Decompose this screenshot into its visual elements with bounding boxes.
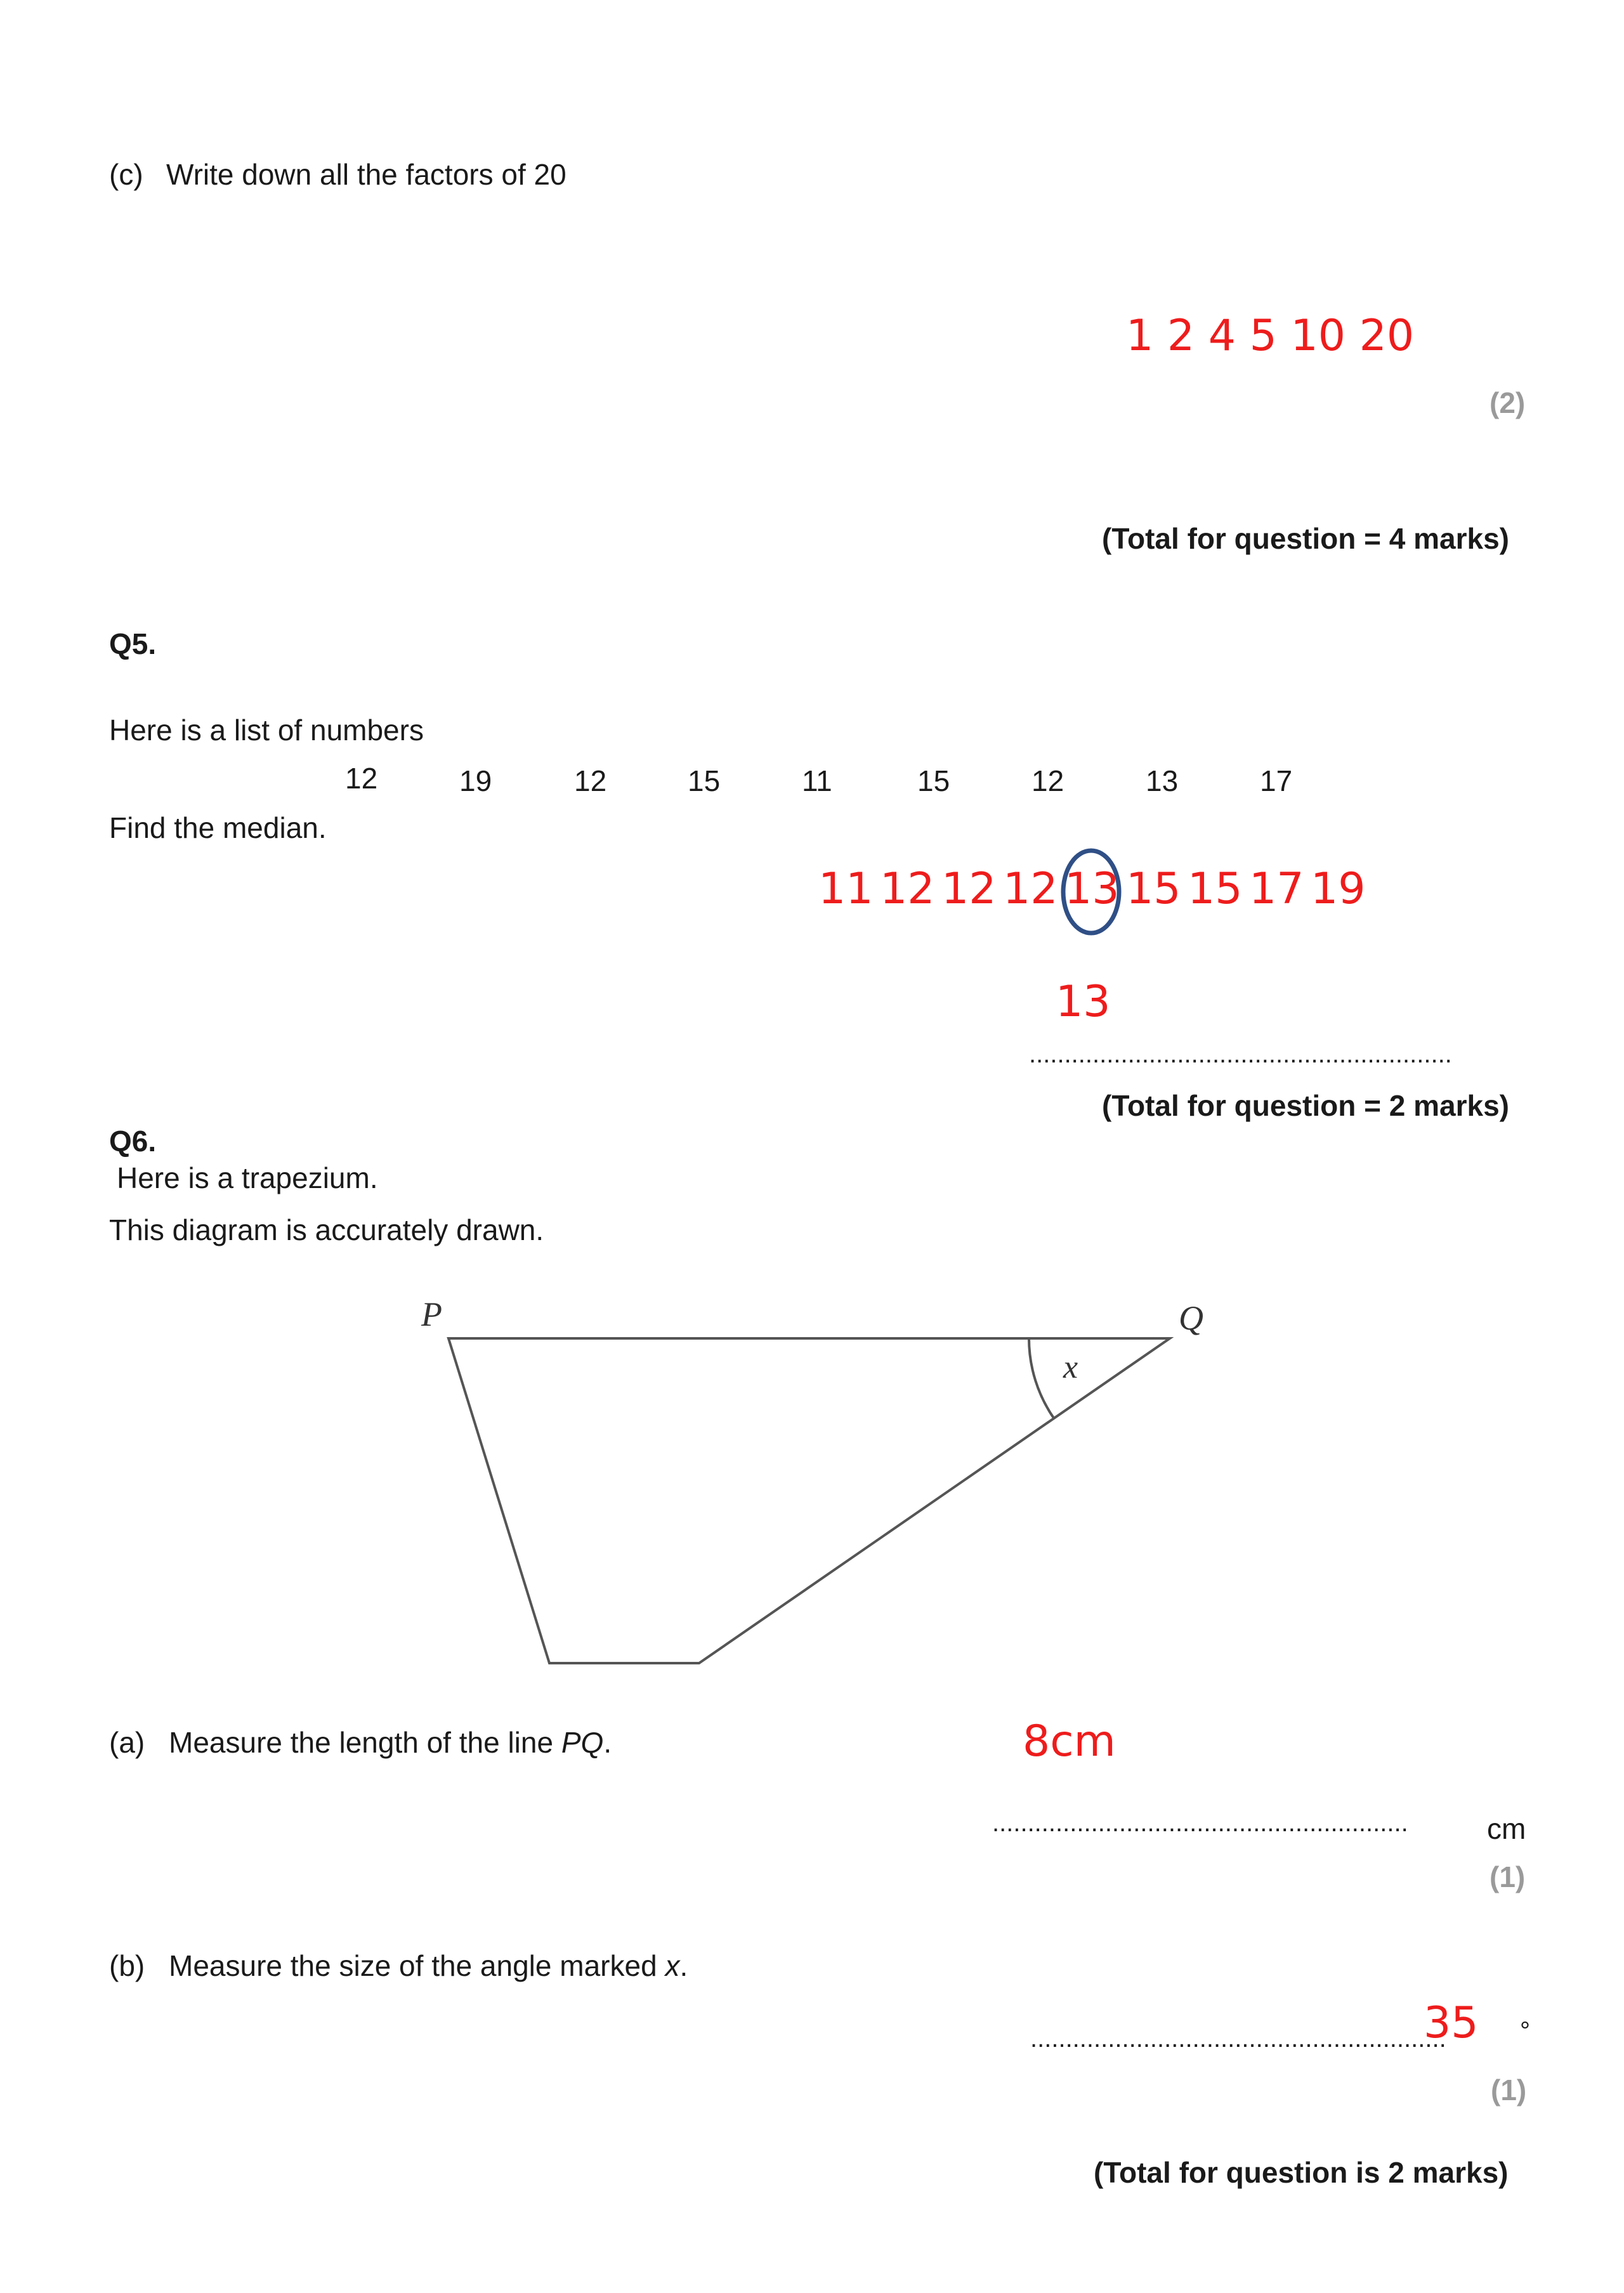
ordered-number: 12 — [1003, 864, 1058, 914]
q4c-question-text: Write down all the factors of 20 — [166, 158, 566, 191]
q6a-handwritten-answer: 8cm — [1023, 1716, 1116, 1767]
q6a-unit: cm — [1487, 1812, 1526, 1845]
angle-arc — [1029, 1338, 1054, 1419]
q6b-answer-line: ........................................................... — [1030, 2025, 1446, 2053]
q6a-answer-line: ........................................................... — [992, 1809, 1408, 1837]
q4-total-marks: (Total for question = 4 marks) — [1102, 522, 1509, 555]
q6b-degree-unit: ° — [1520, 2017, 1530, 2045]
q6b-text-prefix: Measure the size of the angle marked — [169, 1949, 665, 1982]
q6b-text-italic: x — [665, 1949, 680, 1982]
ordered-number: 11 — [818, 864, 874, 914]
list-number: 11 — [802, 764, 832, 797]
trapezium-shape — [449, 1338, 1170, 1663]
q6-intro: Here is a trapezium. — [117, 1161, 378, 1194]
ordered-number: 15 — [1126, 864, 1181, 914]
q6a-marks: (1) — [1490, 1860, 1526, 1893]
q6-note: This diagram is accurately drawn. — [109, 1213, 544, 1246]
list-number: 15 — [688, 764, 721, 797]
angle-label-x: x — [1063, 1349, 1078, 1385]
q5-handwritten-answer: 13 — [1056, 977, 1111, 1027]
ordered-number: 17 — [1249, 864, 1304, 914]
ordered-number: 19 — [1311, 864, 1366, 914]
ordered-number: 12 — [880, 864, 935, 914]
q6b-question-text — [169, 1949, 688, 1983]
q6b-handwritten-answer: 35 — [1424, 1998, 1479, 2048]
vertex-label-q: Q — [1179, 1299, 1203, 1337]
list-number: 12 — [1031, 764, 1064, 797]
q4c-handwritten-answer: 1 2 4 5 10 20 — [1126, 311, 1415, 361]
q5-answer-line: ............................................................ — [1029, 1040, 1452, 1068]
q5-intro-text: Here is a list of numbers — [109, 714, 424, 747]
q5-heading: Q5. — [109, 627, 157, 660]
q6b-text-suffix: . — [679, 1949, 688, 1982]
q6-total-marks: (Total for question is 2 marks) — [1094, 2156, 1509, 2189]
q6b-label: (b) — [109, 1949, 145, 1982]
q6a-text-suffix: . — [603, 1726, 612, 1759]
ordered-number: 12 — [941, 864, 997, 914]
list-number: 12 — [345, 762, 378, 795]
q5-instruction: Find the median. — [109, 811, 327, 844]
ordered-number: 15 — [1188, 864, 1243, 914]
q6b-marks: (1) — [1491, 2074, 1527, 2107]
q4c-label: (c) — [109, 158, 143, 191]
list-number: 12 — [574, 764, 607, 797]
q6-heading: Q6. — [109, 1125, 157, 1158]
ordered-number-median: 13 — [1064, 864, 1120, 914]
vertex-label-p: P — [421, 1295, 442, 1333]
q6a-text-italic: PQ — [561, 1726, 604, 1759]
q6a-label: (a) — [109, 1726, 145, 1759]
list-number: 13 — [1146, 764, 1179, 797]
list-number: 17 — [1260, 764, 1293, 797]
list-number: 19 — [459, 764, 492, 797]
median-circle — [1053, 842, 1129, 944]
q6a-text-prefix: Measure the length of the line — [169, 1726, 561, 1759]
q4c-marks: (2) — [1490, 386, 1526, 419]
q6a-question-text — [169, 1725, 612, 1760]
q5-total-marks: (Total for question = 2 marks) — [1102, 1089, 1509, 1122]
list-number: 15 — [917, 764, 950, 797]
